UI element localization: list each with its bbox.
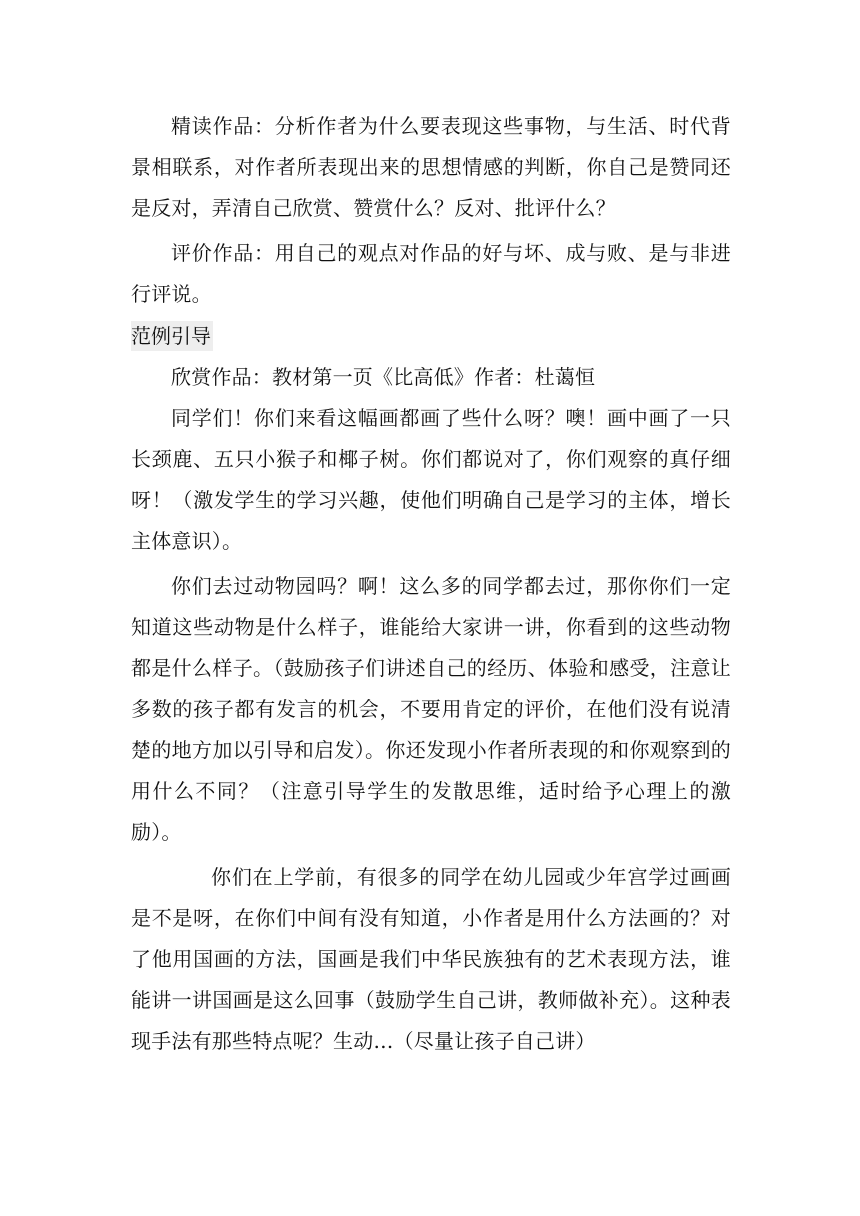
paragraph-close-reading: 精读作品：分析作者为什么要表现这些事物，与生活、时代背景相联系，对作者所表现出来的思想情感的判断，你自己是赞同还是反对，弄清自己欣赏、赞赏什么？反对、批评什么？ [131, 114, 731, 220]
paragraph-zoo: 你们去过动物园吗？啊！这么多的同学都去过，那你你们一定知道这些动物是什么样子，谁能给大家讲一讲，你看到的这些动物都是什么样子。（鼓励孩子们讲述自己的经历、体验和感受，注意让多数的孩子都有发言的机会，不要用肯定的评价，在他们没有说清楚的地方加以引导和启发）。你还发现小作者所表现的和你观察到的用什么不同？（注意引导学生的发散思维，适时给予心理上的激励）。 [131, 574, 731, 844]
section-heading: 范例引导 [131, 321, 213, 351]
document-body [131, 106, 731, 1062]
paragraph-chinese-painting: 你们在上学前，有很多的同学在幼儿园或少年宫学过画画是不是呀，在你们中间有没有知道，小作者是用什么方法画的？对了他用国画的方法，国画是我们中华民族独有的艺术表现方法，谁能讲一讲国画是这么回事（鼓励学生自己讲，教师做补充）。这种表现手法有那些特点呢？生动…（尽量让孩子自己讲） [131, 865, 731, 1053]
paragraph-classmates: 同学们！你们来看这幅画都画了些什么呀？噢！画中画了一只长颈鹿、五只小猴子和椰子树。你们都说对了，你们观察的真仔细呀！（激发学生的学习兴趣，使他们明确自己是学习的主体，增长主体意识）。 [131, 406, 731, 553]
paragraph-evaluation: 评价作品：用自己的观点对作品的好与坏、成与败、是与非进行评说。 [131, 241, 731, 306]
paragraph-appreciation: 欣赏作品：教材第一页《比高低》作者：杜蔼恒 [171, 365, 596, 389]
